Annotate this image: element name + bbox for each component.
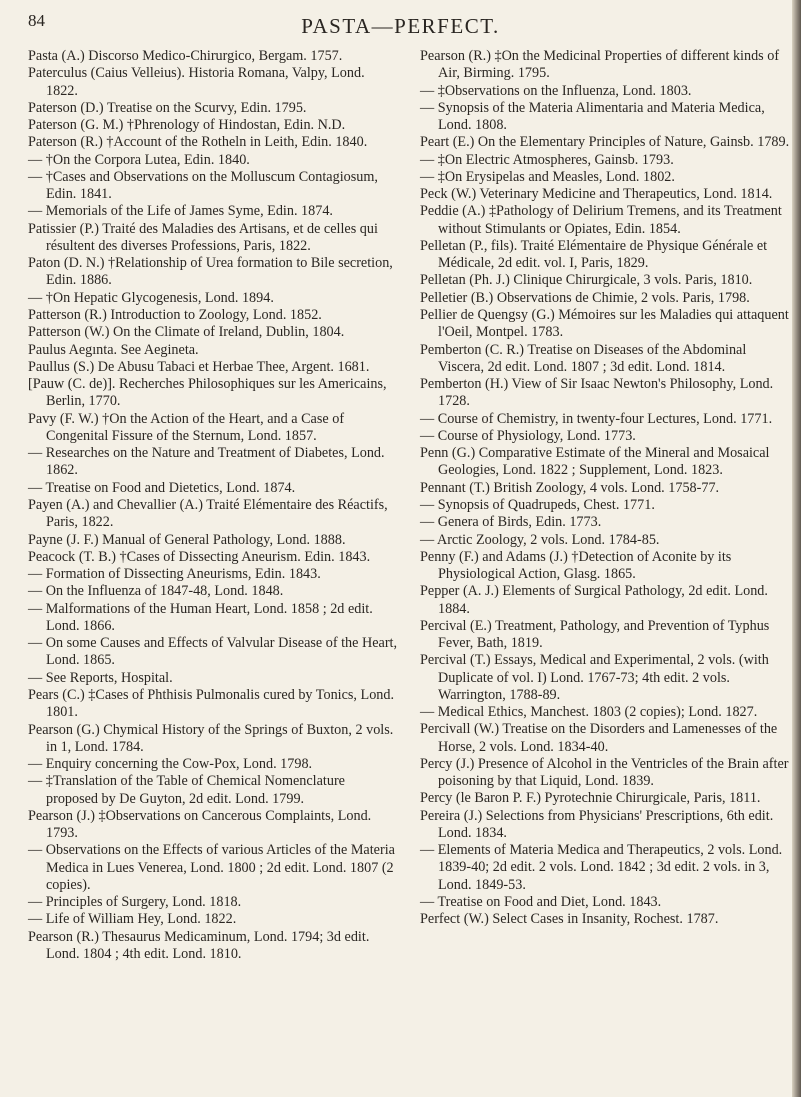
bibliography-entry: Patterson (R.) Introduction to Zoology, Lond. 1852. (28, 307, 322, 324)
bibliography-entry: Percivall (W.) Treatise on the Disorders and Lamenesses of the Horse, 2 vols. Lond. 1834-40. (420, 721, 778, 755)
bibliography-entry: Paullus (S.) De Abusu Tabaci et Herbae Thee, Argent. 1681. (28, 358, 370, 375)
bibliography-entry: Paterson (D.) Treatise on the Scurvy, Edin. 1795. (28, 99, 307, 116)
bibliography-entry: Pemberton (C. R.) Treatise on Diseases of the Abdominal Viscera, 2d edit. Lond. 1807 ; 3d edit. Lond. 1814. (420, 341, 747, 375)
bibliography-entry: — Genera of Birds, Edin. 1773. (420, 514, 602, 531)
bibliography-entry: Pasta (A.) Discorso Medico-Chirurgico, Bergam. 1757. (28, 48, 343, 64)
bibliography-entry: Patterson (W.) On the Climate of Ireland, Dublin, 1804. (28, 324, 345, 341)
bibliography-entry: Pearson (R.) ‡On the Medicinal Properties of different kinds of Air, Birming. 1795. (420, 48, 780, 82)
bibliography-entry: — Course of Chemistry, in twenty-four Lectures, Lond. 1771. (420, 410, 773, 427)
bibliography-entry: Pennant (T.) British Zoology, 4 vols. Lond. 1758-77. (420, 479, 720, 496)
bibliography-entry: — Treatise on Food and Diet, Lond. 1843. (420, 893, 662, 910)
bibliography-entry: — Formation of Dissecting Aneurisms, Edin. 1843. (28, 566, 321, 583)
bibliography-entry: Pepper (A. J.) Elements of Surgical Pathology, 2d edit. Lond. 1884. (420, 583, 768, 617)
bibliography-entry: Pearson (J.) ‡Observations on Cancerous Complaints, Lond. 1793. (28, 807, 372, 842)
bibliography-entry: — On some Causes and Effects of Valvular Disease of the Heart, Lond. 1865. (28, 635, 398, 669)
bibliography-entry: — Principles of Surgery, Lond. 1818. (28, 894, 242, 911)
bibliography-entry: Paterculus (Caius Velleius). Historia Romana, Valpy, Lond. 1822. (28, 65, 365, 99)
bibliography-entry: Pemberton (H.) View of Sir Isaac Newton's Philosophy, Lond. 1728. (420, 376, 774, 410)
bibliography-entry: — ‡On Erysipelas and Measles, Lond. 1802. (420, 168, 675, 185)
two-column-index (28, 48, 790, 1088)
bibliography-entry: Paterson (G. M.) †Phrenology of Hindostan, Edin. N.D. (28, 117, 346, 134)
bibliography-entry: Paulus Aegınta. See Aegineta. (28, 341, 199, 358)
bibliography-entry: — Synopsis of the Materia Alimentaria and Materia Medica, Lond. 1808. (420, 99, 765, 133)
bibliography-entry: — On the Influenza of 1847-48, Lond. 1848. (28, 583, 284, 600)
bibliography-entry: — Treatise on Food and Dietetics, Lond. 1874. (28, 479, 296, 496)
page-number: 84 (28, 11, 45, 30)
bibliography-entry: — †On the Corpora Lutea, Edin. 1840. (28, 151, 250, 168)
bibliography-entry: Patissier (P.) Traité des Maladies des Artisans, et de celles qui résultent des diverses Professions, Paris, 1822. (28, 220, 378, 254)
bibliography-entry: — Synopsis of Quadrupeds, Chest. 1771. (420, 496, 655, 513)
bibliography-entry: Pelletan (P., fils). Traité Elémentaire de Physique Générale et Médicale, 2d edit. vol. I, Paris, 1829. (420, 237, 768, 272)
bibliography-entry: [Pauw (C. de)]. Recherches Philosophiques sur les Americains, Berlin, 1770. (28, 376, 387, 410)
bibliography-entry: Payne (J. F.) Manual of General Pathology, Lond. 1888. (28, 531, 346, 548)
left-column (28, 48, 398, 963)
bibliography-entry: — ‡Observations on the Influenza, Lond. 1803. (420, 82, 692, 99)
bibliography-entry: — ‡On Electric Atmospheres, Gainsb. 1793. (420, 151, 674, 168)
running-head: PASTA—PERFECT. (301, 14, 500, 38)
bibliography-entry: Peddie (A.) ‡Pathology of Delirium Tremens, and its Treatment without Stimulants or Opiates, Edin. 1854. (420, 203, 782, 237)
bibliography-entry: Pelletan (Ph. J.) Clinique Chirurgicale, 3 vols. Paris, 1810. (420, 272, 753, 289)
bibliography-entry: Paterson (R.) †Account of the Rotheln in Leith, Edin. 1840. (28, 134, 368, 151)
bibliography-entry: Peart (E.) On the Elementary Principles of Nature, Gainsb. 1789. (420, 134, 790, 151)
bibliography-entry: — Life of William Hey, Lond. 1822. (28, 911, 237, 928)
bibliography-entry: Percy (J.) Presence of Alcohol in the Ventricles of the Brain after poisoning by that Liquid, Lond. 1839. (420, 755, 789, 790)
bibliography-entry: — Elements of Materia Medica and Therapeutics, 2 vols. Lond. 1839-40; 2d edit. 2 vols. Lond. 1842 ; 3d edit. 2 vols. in 3, Lond. 1849-53. (420, 842, 783, 893)
bibliography-entry: Percival (E.) Treatment, Pathology, and Prevention of Typhus Fever, Bath, 1819. (420, 617, 770, 652)
bibliography-entry: Pearson (G.) Chymical History of the Springs of Buxton, 2 vols. in 1, Lond. 1784. (28, 721, 394, 755)
page-edge (792, 0, 801, 1097)
bibliography-entry: — †On Hepatic Glycogenesis, Lond. 1894. (28, 289, 274, 306)
bibliography-entry: Paton (D. N.) †Relationship of Urea formation to Bile secretion, Edin. 1886. (28, 255, 393, 289)
bibliography-entry: Pears (C.) ‡Cases of Phthisis Pulmonalis cured by Tonics, Lond. 1801. (28, 687, 395, 721)
bibliography-entry: Peck (W.) Veterinary Medicine and Therapeutics, Lond. 1814. (420, 186, 773, 203)
bibliography-entry: — See Reports, Hospital. (28, 669, 173, 686)
bibliography-entry: Penny (F.) and Adams (J.) †Detection of Aconite by its Physiological Action, Glasg. 1865. (420, 548, 732, 583)
bibliography-entry: — Course of Physiology, Lond. 1773. (420, 427, 636, 444)
bibliography-entry: Percy (le Baron P. F.) Pyrotechnie Chirurgicale, Paris, 1811. (420, 790, 761, 807)
bibliography-entry: — ‡Translation of the Table of Chemical Nomenclature proposed by De Guyton, 2d edit. Lond. 1799. (28, 773, 345, 807)
bibliography-entry: Pavy (F. W.) †On the Action of the Heart, and a Case of Congenital Fissure of the Sternum, Lond. 1857. (28, 410, 345, 444)
bibliography-entry: Pellier de Quengsy (G.) Mémoires sur les Maladies qui attaquent l'Oeil, Montpel. 1783. (420, 307, 789, 341)
bibliography-entry: Pearson (R.) Thesaurus Medicaminum, Lond. 1794; 3d edit. Lond. 1804 ; 4th edit. Lond. 1810. (28, 928, 370, 962)
right-column (420, 48, 790, 928)
bibliography-entry: — Arctic Zoology, 2 vols. Lond. 1784-85. (420, 531, 660, 548)
bibliography-entry: Percival (T.) Essays, Medical and Experimental, 2 vols. (with Duplicate of vol. I) Lond. 1767-73; 4th edit. 2 vols. Warrington, 1788-89. (420, 652, 769, 703)
bibliography-entry: Pereira (J.) Selections from Physicians' Prescriptions, 6th edit. Lond. 1834. (420, 807, 774, 841)
bibliography-entry: — Malformations of the Human Heart, Lond. 1858 ; 2d edit. Lond. 1866. (28, 600, 373, 634)
bibliography-entry: — †Cases and Observations on the Molluscum Contagiosum, Edin. 1841. (28, 168, 378, 203)
bibliography-entry: Payen (A.) and Chevallier (A.) Traité Elémentaire des Réactifs, Paris, 1822. (28, 497, 388, 531)
bibliography-entry: Penn (G.) Comparative Estimate of the Mineral and Mosaical Geologies, Lond. 1822 ; Supplement, Lond. 1823. (420, 445, 770, 479)
bibliography-entry: — Enquiry concerning the Cow-Pox, Lond. 1798. (28, 756, 313, 773)
bibliography-entry: Perfect (W.) Select Cases in Insanity, Rochest. 1787. (420, 911, 719, 928)
bibliography-entry: Pelletier (B.) Observations de Chimie, 2 vols. Paris, 1798. (420, 289, 750, 306)
bibliography-entry: — Researches on the Nature and Treatment of Diabetes, Lond. 1862. (28, 445, 385, 479)
bibliography-entry: — Medical Ethics, Manchest. 1803 (2 copies); Lond. 1827. (420, 704, 758, 721)
bibliography-entry: — Memorials of the Life of James Syme, Edin. 1874. (28, 203, 333, 220)
bibliography-entry: — Observations on the Effects of various Articles of the Materia Medica in Lues Venerea, Lond. 1800 ; 2d edit. Lond. 1807 (2 copies). (28, 842, 395, 893)
bibliography-entry: Peacock (T. B.) †Cases of Dissecting Aneurism. Edin. 1843. (28, 548, 371, 565)
